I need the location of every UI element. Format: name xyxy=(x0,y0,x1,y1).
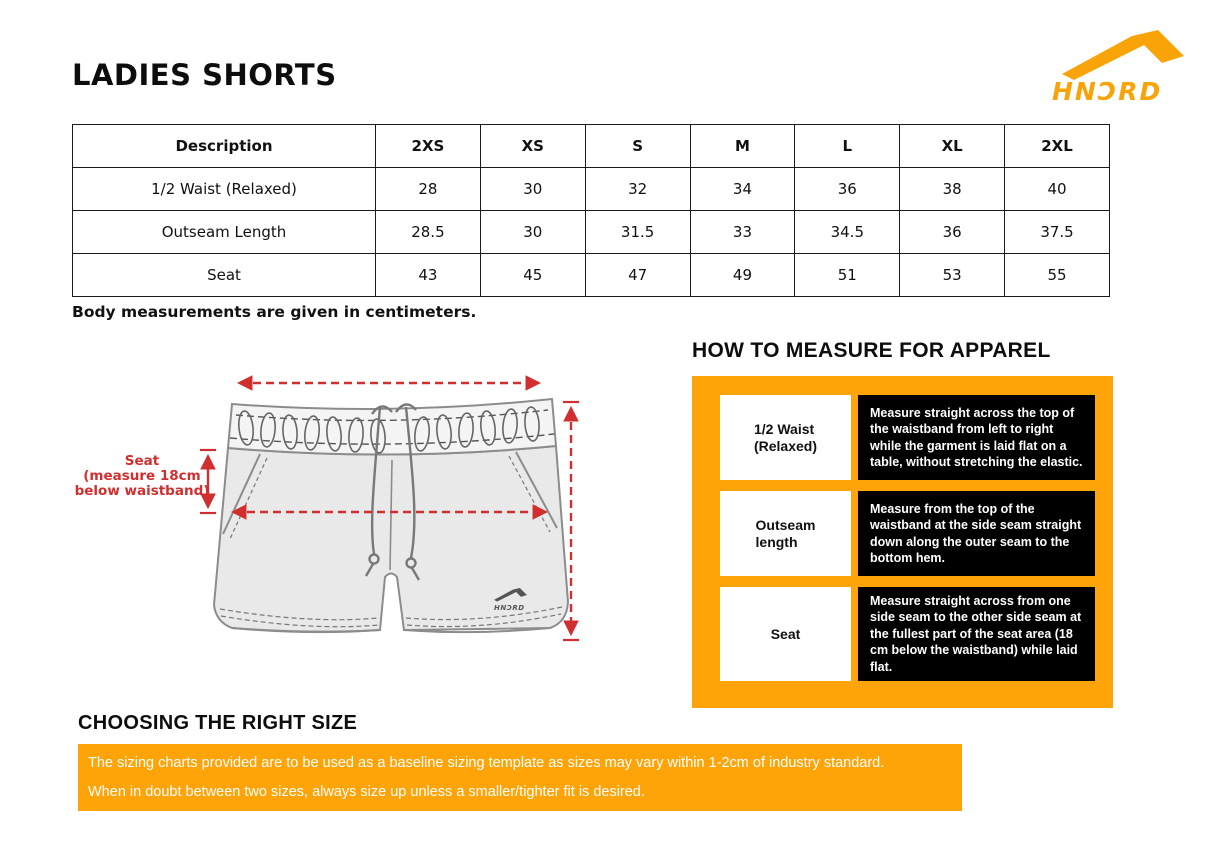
table-row-seat xyxy=(73,254,1110,297)
seat-annotation-label: Seat (measure 18cm below waistband) xyxy=(74,453,210,499)
measure-label: Seat xyxy=(720,587,851,681)
mini-brand-logo-text: HNƆRD xyxy=(494,604,525,612)
col-header-m: M xyxy=(690,125,795,168)
table-row-outseam xyxy=(73,211,1110,254)
cell: 38 xyxy=(900,168,1005,211)
measure-description: Measure straight across from one side seam to the other side seam at the fullest part of the seat area (18 cm below the waistband) while laid flat. xyxy=(858,587,1095,681)
cell: 53 xyxy=(900,254,1005,297)
cell: 34.5 xyxy=(795,211,900,254)
cell: 37.5 xyxy=(1005,211,1110,254)
row-label: 1/2 Waist (Relaxed) xyxy=(73,168,376,211)
row-label: Outseam Length xyxy=(73,211,376,254)
size-table-header-row xyxy=(73,125,1110,168)
cell: 31.5 xyxy=(585,211,690,254)
cell: 28 xyxy=(376,168,481,211)
cell: 43 xyxy=(376,254,481,297)
measure-row-outseam xyxy=(720,491,1095,576)
col-header-s: S xyxy=(585,125,690,168)
measure-description: Measure straight across the top of the waistband from left to right while the garment is laid flat on a table, without stretching the elastic. xyxy=(858,395,1095,480)
sizing-note-line: When in doubt between two sizes, always size up unless a smaller/tighter fit is desired. xyxy=(88,784,645,800)
units-note: Body measurements are given in centimeters. xyxy=(72,303,477,321)
choosing-size-note xyxy=(78,744,962,811)
how-to-measure-panel xyxy=(692,376,1113,708)
cell: 55 xyxy=(1005,254,1110,297)
cell: 33 xyxy=(690,211,795,254)
col-header-2xl: 2XL xyxy=(1005,125,1110,168)
brand-logo xyxy=(1040,30,1192,106)
measure-row-waist xyxy=(720,395,1095,480)
col-header-2xs: 2XS xyxy=(376,125,481,168)
cell: 32 xyxy=(585,168,690,211)
cell: 30 xyxy=(480,211,585,254)
cell: 40 xyxy=(1005,168,1110,211)
cell: 49 xyxy=(690,254,795,297)
col-header-l: L xyxy=(795,125,900,168)
cell: 45 xyxy=(480,254,585,297)
cell: 36 xyxy=(795,168,900,211)
cell: 36 xyxy=(900,211,1005,254)
sizing-note-line: The sizing charts provided are to be used as a baseline sizing template as sizes may vary within 1-2cm of industry standard. xyxy=(88,755,885,771)
brand-logo-text: HNƆRD xyxy=(1052,77,1163,106)
col-header-description: Description xyxy=(73,125,376,168)
measure-row-seat xyxy=(720,587,1095,681)
swoosh-icon xyxy=(1062,30,1188,80)
how-to-measure-heading: HOW TO MEASURE FOR APPAREL xyxy=(692,339,1051,362)
cell: 28.5 xyxy=(376,211,481,254)
table-row-waist xyxy=(73,168,1110,211)
cell: 47 xyxy=(585,254,690,297)
size-table xyxy=(72,124,1110,297)
measure-description: Measure from the top of the waistband at the side seam straight down along the outer seam to the bottom hem. xyxy=(858,491,1095,576)
col-header-xl: XL xyxy=(900,125,1005,168)
shorts-measurement-diagram xyxy=(70,362,650,662)
cell: 34 xyxy=(690,168,795,211)
shorts-sketch-icon xyxy=(70,362,650,662)
row-label: Seat xyxy=(73,254,376,297)
measure-label: 1/2 Waist (Relaxed) xyxy=(720,395,851,480)
col-header-xs: XS xyxy=(480,125,585,168)
measure-label: Outseam length xyxy=(720,491,851,576)
cell: 51 xyxy=(795,254,900,297)
choosing-size-heading: CHOOSING THE RIGHT SIZE xyxy=(78,712,358,734)
page-title: LADIES SHORTS xyxy=(72,58,337,92)
cell: 30 xyxy=(480,168,585,211)
